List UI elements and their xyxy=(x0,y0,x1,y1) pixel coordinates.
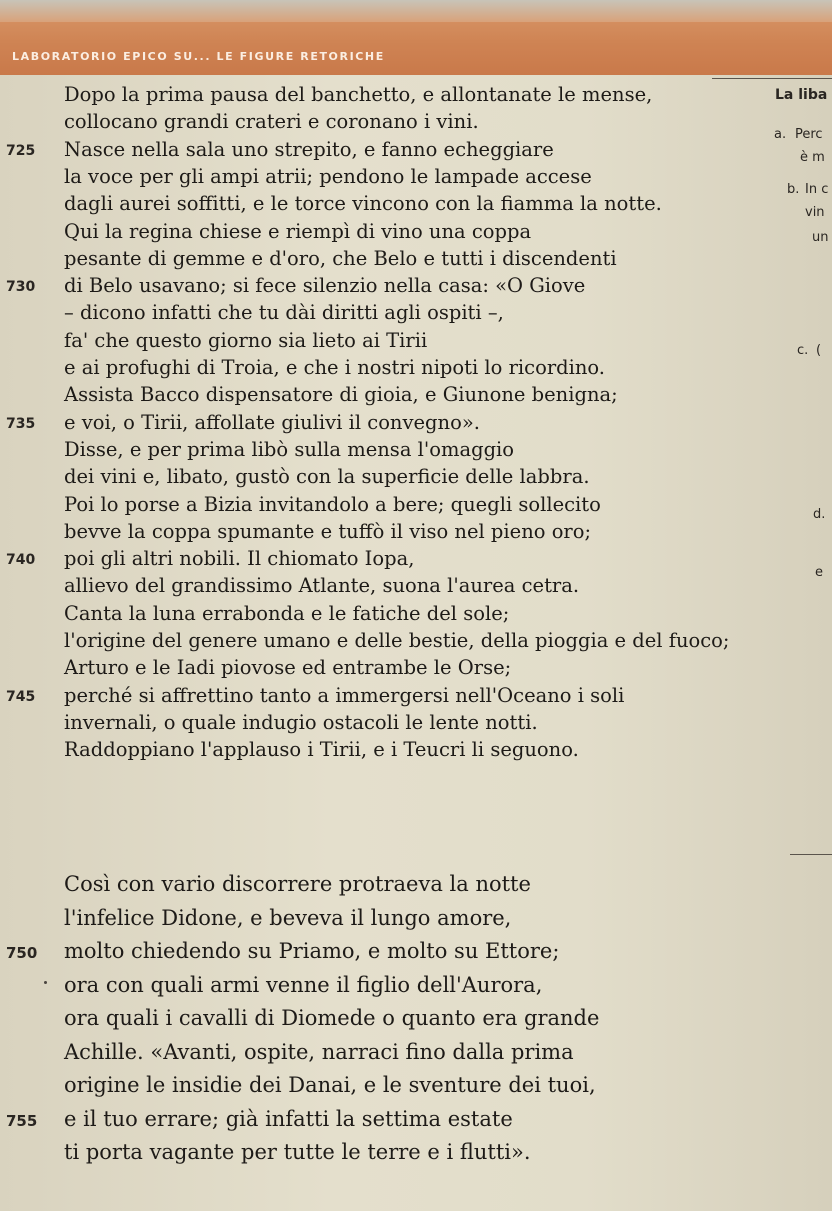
poem-line: dei vini e, libato, gustò con la superficie delle labbra. xyxy=(64,465,590,489)
line-number: 745 xyxy=(6,688,36,705)
banner-top-strip xyxy=(0,0,832,22)
poem-line: bevve la coppa spumante e tuffò il viso nel pieno oro; xyxy=(64,519,592,543)
poem-line: Assista Bacco dispensatore di gioia, e Giunone benigna; xyxy=(64,383,618,407)
sidebar-item-b-marker: b. xyxy=(787,182,800,197)
poem-line: fa' che questo giorno sia lieto ai Tirii xyxy=(64,328,428,352)
poem-line: perché si affrettino tanto a immergersi nell'Oceano i soli xyxy=(64,683,625,707)
poem-line: Achille. «Avanti, ospite, narraci fino dalla prima xyxy=(64,1039,574,1064)
poem-line: origine le insidie dei Danai, e le sventure dei tuoi, xyxy=(64,1073,596,1097)
poem-line: poi gli altri nobili. Il chiomato Iopa, xyxy=(64,547,415,571)
sidebar-item-a-cont: è m xyxy=(800,150,825,165)
poem-line: molto chiedendo su Priamo, e molto su Ettore; xyxy=(64,939,560,963)
poem-line: ora con quali armi venne il figlio dell'Aurora, xyxy=(64,972,543,997)
line-number: 755 xyxy=(6,1111,38,1130)
line-number: 740 xyxy=(6,552,36,569)
poem-line: collocano grandi crateri e coronano i vini. xyxy=(64,110,479,134)
chapter-banner xyxy=(0,0,832,75)
sidebar-item-e-marker: e xyxy=(815,565,823,580)
poem-line: Arturo e le Iadi piovose ed entrambe le Orse; xyxy=(64,656,512,680)
poem-line: allievo del grandissimo Atlante, suona l'aurea cetra. xyxy=(64,574,580,598)
sidebar-item-a-marker: a. xyxy=(774,127,787,142)
poem-line: Disse, e per prima libò sulla mensa l'omaggio xyxy=(64,437,515,461)
poem-line: Così con vario discorrere protraeva la notte xyxy=(64,872,531,896)
sidebar-item-c-text: ( xyxy=(816,343,822,358)
sidebar-title: La liba xyxy=(775,87,828,103)
chapter-label: LABORATORIO EPICO SU... LE FIGURE RETORICHE xyxy=(12,50,385,63)
poem-line: e ai profughi di Troia, e che i nostri nipoti lo ricordino. xyxy=(64,356,606,379)
sidebar-item-d-marker: d. xyxy=(813,507,826,522)
poem-line: invernali, o quale indugio ostacoli le lente notti. xyxy=(64,710,538,734)
poem-line: Qui la regina chiese e riempì di vino una coppa xyxy=(64,219,532,243)
sidebar-item-b-cont2: un xyxy=(812,230,829,245)
page-body xyxy=(0,75,832,1211)
poem-line: Raddoppiano l'applauso i Tirii, e i Teucri li seguono. xyxy=(64,738,579,762)
poem-line: l'infelice Didone, e beveva il lungo amore, xyxy=(64,905,512,930)
sidebar-item-c-marker: c. xyxy=(797,343,809,358)
sidebar-item-a-text: Perc xyxy=(795,127,823,142)
line-number: 730 xyxy=(6,279,36,296)
poem-line: ti porta vagante per tutte le terre e i flutti». xyxy=(64,1140,531,1164)
sidebar-top-rule xyxy=(712,78,832,79)
line-number: 725 xyxy=(6,142,36,159)
sidebar-item-b-text: In c xyxy=(805,182,829,197)
poem-line: Nasce nella sala uno strepito, e fanno echeggiare xyxy=(64,137,554,161)
poem-line: ora quali i cavalli di Diomede o quanto era grande xyxy=(64,1006,600,1030)
poem-line: Dopo la prima pausa del banchetto, e allontanate le mense, xyxy=(64,83,653,106)
poem-line: – dicono infatti che tu dài diritti agli ospiti –, xyxy=(64,301,504,325)
poem-line: e il tuo errare; già infatti la settima estate xyxy=(64,1106,513,1131)
poem-line: Poi lo porse a Bizia invitandolo a bere; quegli sollecito xyxy=(64,492,601,516)
poem-line: l'origine del genere umano e delle bestie, della pioggia e del fuoco; xyxy=(64,629,730,652)
poem-line: pesante di gemme e d'oro, che Belo e tutti i discendenti xyxy=(64,246,617,270)
line-number: 735 xyxy=(6,415,36,432)
line-number: 750 xyxy=(6,944,38,962)
margin-dot xyxy=(44,981,47,984)
sidebar-bottom-rule xyxy=(790,854,832,855)
poem-line: dagli aurei soffitti, e le torce vincono con la fiamma la notte. xyxy=(64,192,662,216)
poem-line: la voce per gli ampi atrii; pendono le lampade accese xyxy=(64,164,592,188)
poem-line: Canta la luna errabonda e le fatiche del sole; xyxy=(64,601,510,625)
poem-line: e voi, o Tirii, affollate giulivi il convegno». xyxy=(64,410,480,434)
sidebar-item-b-cont1: vin xyxy=(805,205,825,220)
poem-line: di Belo usavano; si fece silenzio nella casa: «O Giove xyxy=(64,274,586,298)
